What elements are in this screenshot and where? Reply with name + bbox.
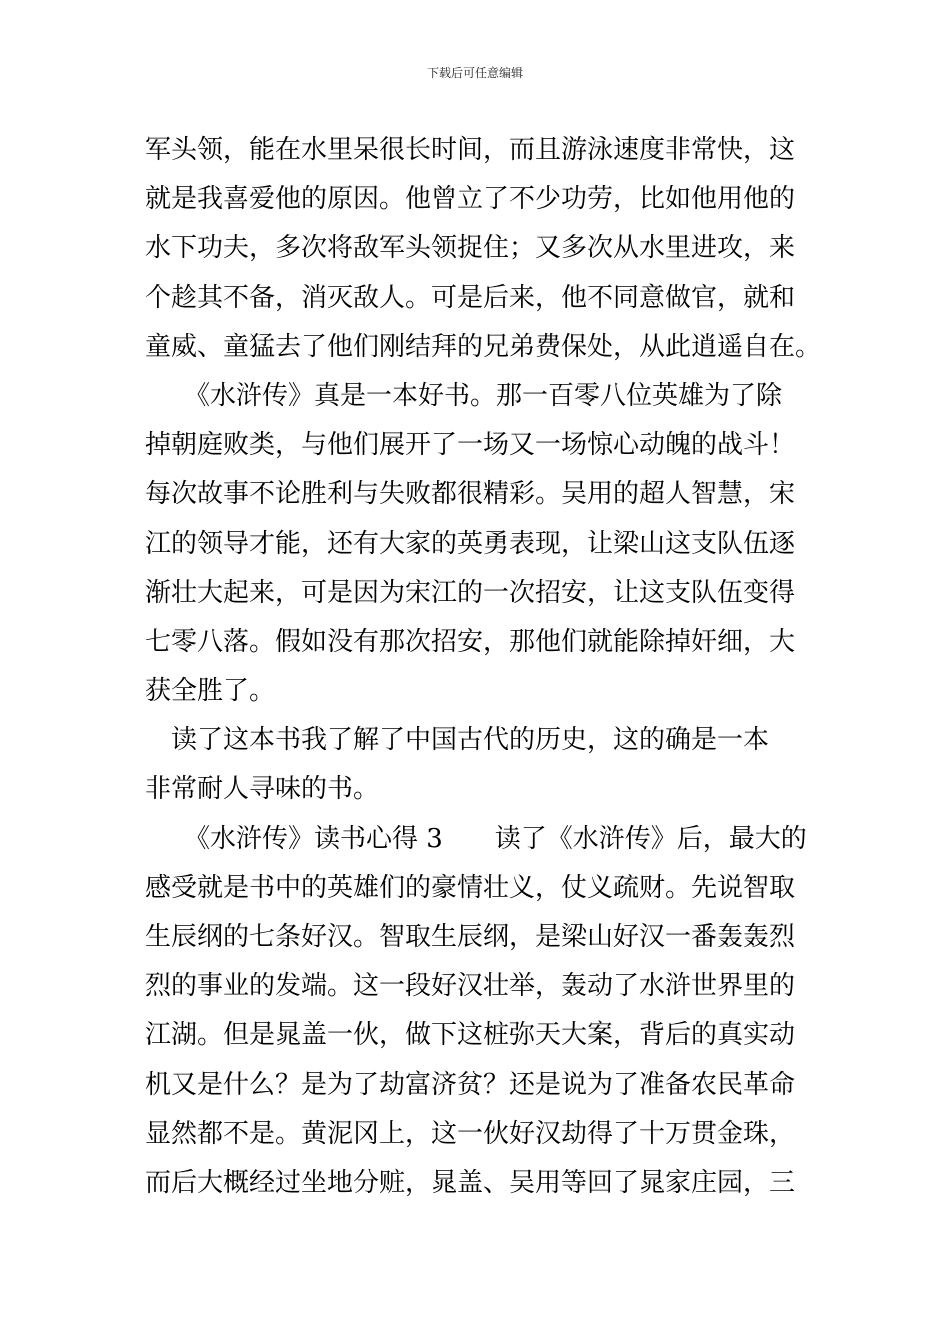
text-line: 童威、童猛去了他们刚结拜的兄弟费保处，从此逍遥自在。: [145, 331, 822, 362]
text-line: 水下功夫，多次将敌军头领捉住；又多次从水里进攻，来: [145, 233, 796, 264]
text-line: 七零八落。假如没有那次招安，那他们就能除掉奸细，大: [145, 626, 796, 657]
text-line: 烈的事业的发端。这一段好汉壮举，轰动了水浒世界里的: [145, 971, 796, 1002]
text-line: 军头领，能在水里呆很长时间，而且游泳速度非常快，这: [145, 135, 796, 165]
text-line: 显然都不是。黄泥冈上，这一伙好汉劫得了十万贯金珠，: [145, 1118, 796, 1149]
text-line: 个趁其不备，消灭敌人。可是后来，他不同意做官，就和: [145, 282, 796, 313]
text-line: 每次故事不论胜利与失败都很精彩。吴用的超人智慧，宋: [145, 479, 796, 510]
text-line: 《水浒传》读书心得 3 读了《水浒传》后，最大的: [145, 823, 807, 854]
page-header-note: 下载后可任意编辑: [426, 66, 523, 80]
text-line: 读了这本书我了解了中国古代的历史，这的确是一本: [145, 725, 770, 756]
text-line: 掉朝庭败类，与他们展开了一场又一场惊心动魄的战斗！: [145, 430, 796, 461]
text-line: 江的领导才能，还有大家的英勇表现，让梁山这支队伍逐: [145, 528, 796, 559]
text-line: 渐壮大起来，可是因为宋江的一次招安，让这支队伍变得: [145, 577, 796, 608]
text-line: 机又是什么？是为了劫富济贫？还是说为了准备农民革命: [145, 1069, 796, 1100]
text-line: 而后大概经过坐地分赃，晁盖、吴用等回了晁家庄园，三: [145, 1167, 796, 1198]
document-body: [145, 126, 822, 1208]
text-line: 生辰纲的七条好汉。智取生辰纲，是梁山好汉一番轰轰烈: [145, 922, 796, 952]
text-line: 就是我喜爱他的原因。他曾立了不少功劳，比如他用他的: [145, 184, 796, 215]
text-line: 获全胜了。: [145, 676, 276, 707]
text-line: 《水浒传》真是一本好书。那一百零八位英雄为了除: [145, 380, 783, 411]
text-line: 感受就是书中的英雄们的豪情壮义，仗义疏财。先说智取: [145, 872, 796, 903]
text-line: 江湖。但是晁盖一伙，做下这桩弥天大案，背后的真实动: [145, 1020, 796, 1051]
text-line: 非常耐人寻味的书。: [145, 774, 380, 805]
